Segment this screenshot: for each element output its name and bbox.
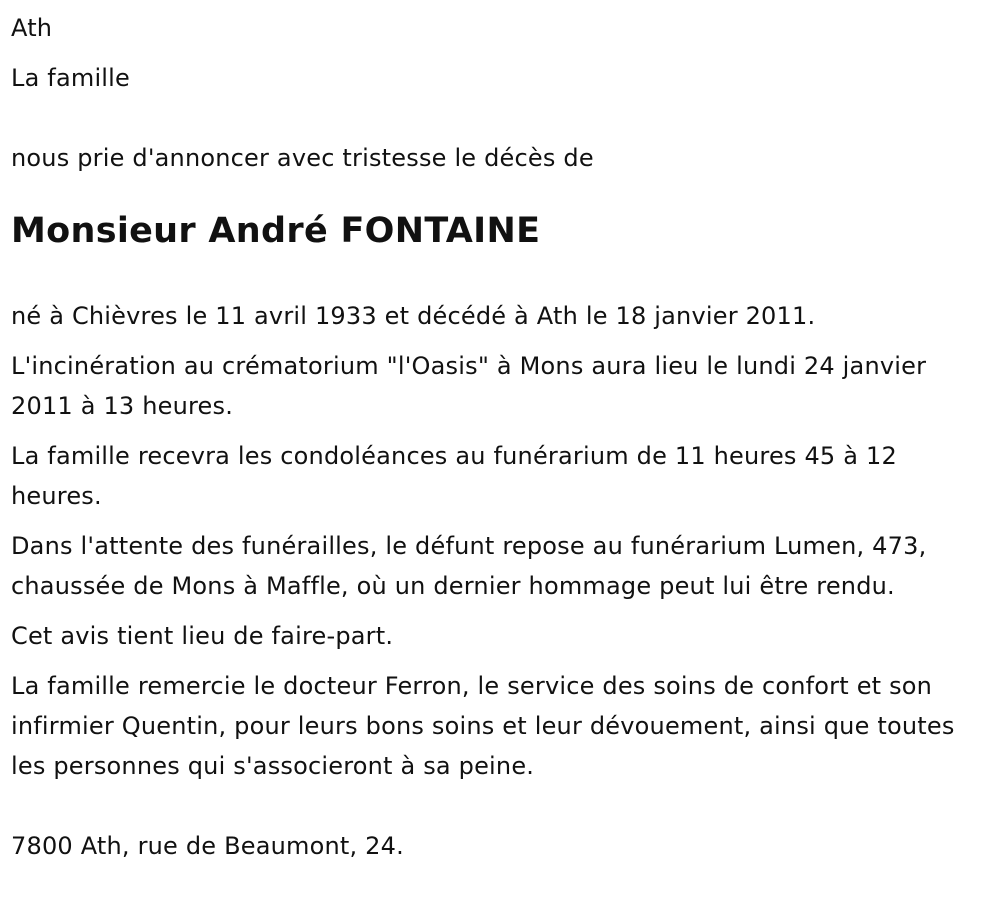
notice-address: 7800 Ath, rue de Beaumont, 24. — [11, 832, 404, 860]
notice-family: La famille — [11, 64, 131, 92]
notice-announcement: nous prie d'annoncer avec tristesse le décès de — [11, 144, 594, 172]
notice-place: Ath — [11, 14, 53, 42]
deceased-name: Monsieur André FONTAINE — [11, 211, 541, 251]
notice-paragraph-condolences: La famille recevra les condoléances au funérarium de 11 heures 45 à 12 heures. — [11, 442, 897, 510]
notice-paragraph-faire-part: Cet avis tient lieu de faire-part. — [11, 622, 394, 650]
notice-body — [11, 296, 988, 786]
notice-paragraph-thanks: La famille remercie le docteur Ferron, le service des soins de confort et son infirmier Quentin, pour leurs bons soins et leur dévouement, ainsi que toutes les personnes qui s'associeront à sa peine. — [11, 672, 955, 780]
notice-paragraph-birth-death: né à Chièvres le 11 avril 1933 et décédé à Ath le 18 janvier 2011. — [11, 302, 816, 330]
notice-paragraph-cremation: L'incinération au crématorium "l'Oasis" à Mons aura lieu le lundi 24 janvier 2011 à 13 heures. — [11, 352, 927, 420]
notice-paragraph-funeral-home: Dans l'attente des funérailles, le défunt repose au funérarium Lumen, 473, chaussée de Mons à Maffle, où un dernier hommage peut lui être rendu. — [11, 532, 927, 600]
